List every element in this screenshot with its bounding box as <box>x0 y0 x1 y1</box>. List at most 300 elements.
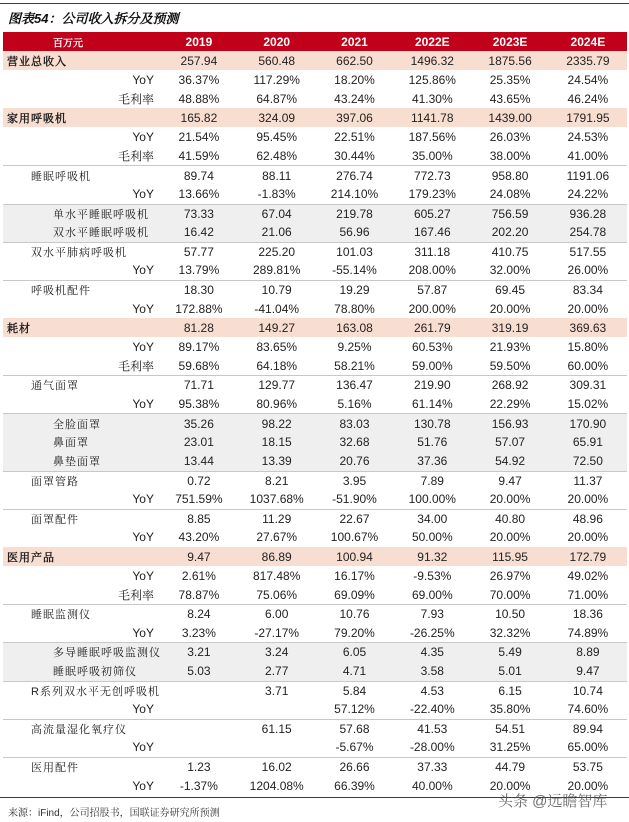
table-row <box>3 108 627 127</box>
revenue-table <box>3 32 627 795</box>
value-cell: 156.93 <box>491 416 529 431</box>
value-cell: 13.66% <box>178 187 220 202</box>
value-cell: 1204.08% <box>249 778 304 793</box>
row-label: 家用呼吸机 <box>7 112 67 125</box>
value-cell: 26.66 <box>339 759 370 774</box>
value-cell: 67.04 <box>261 206 292 221</box>
table-row <box>3 204 627 223</box>
value-cell: 179.23% <box>408 187 456 202</box>
value-cell: 163.08 <box>336 320 373 335</box>
value-cell: 3.23% <box>181 625 216 640</box>
table-row <box>3 70 627 89</box>
value-cell: 11.37 <box>573 473 603 488</box>
value-cell: 59.68% <box>178 358 220 373</box>
value-cell: 58.21% <box>334 358 375 373</box>
value-cell: 26.97% <box>489 568 531 583</box>
value-cell: 5.01 <box>498 664 522 679</box>
value-cell: 41.30% <box>411 91 453 106</box>
value-cell: 170.90 <box>569 416 607 431</box>
value-cell: -1.37% <box>179 778 218 793</box>
table-row <box>3 681 627 700</box>
value-cell: 172.88% <box>175 301 223 316</box>
value-cell: 71.00% <box>567 587 609 602</box>
value-cell: 324.09 <box>258 110 296 125</box>
value-cell: 24.53% <box>567 129 609 144</box>
value-cell: 3.21 <box>187 645 211 660</box>
row-label-cell <box>3 758 160 776</box>
table-row <box>3 356 627 375</box>
value-cell: 72.50 <box>572 454 603 469</box>
value-cell: -9.53% <box>413 568 452 583</box>
value-cell: 48.96 <box>572 511 603 526</box>
row-label-cell <box>3 720 160 738</box>
value-cell: 517.55 <box>569 244 607 259</box>
value-cell: 88.11 <box>262 168 292 183</box>
value-cell: 20.00% <box>489 778 531 793</box>
value-cell: 20.00% <box>567 778 609 793</box>
value-cell: 32.68 <box>339 435 370 450</box>
value-cell: 36.37% <box>178 72 220 87</box>
value-cell: 958.80 <box>491 168 529 183</box>
value-cell: 74.60% <box>567 702 609 717</box>
value-cell: -5.67% <box>335 740 374 755</box>
value-cell: 1037.68% <box>249 492 304 507</box>
row-label-cell <box>3 585 160 604</box>
value-cell: 2.61% <box>181 568 216 583</box>
value-cell: 41.59% <box>178 148 220 163</box>
value-cell: 10.79 <box>261 282 292 297</box>
value-cell: 15.02% <box>567 396 609 411</box>
header-year: 2021 <box>341 34 368 49</box>
value-cell: 397.06 <box>336 110 373 125</box>
row-label-cell <box>3 108 160 127</box>
value-cell: 20.00% <box>489 301 531 316</box>
value-cell: 21.93% <box>489 339 531 354</box>
value-cell: 8.24 <box>187 607 211 622</box>
value-cell: 20.00% <box>567 301 609 316</box>
value-cell: 71.71 <box>183 378 214 393</box>
value-cell: 6.15 <box>498 683 522 698</box>
table-row <box>3 623 627 642</box>
value-cell: 817.48% <box>253 568 301 583</box>
value-cell: -28.00% <box>409 740 455 755</box>
value-cell: 662.50 <box>336 53 373 68</box>
value-cell: 35.00% <box>411 148 453 163</box>
row-label-cell <box>3 185 160 204</box>
row-label-cell <box>3 433 160 452</box>
value-cell: 1875.56 <box>488 53 532 68</box>
value-cell: 18.30 <box>183 282 214 297</box>
value-cell: 3.58 <box>420 664 444 679</box>
value-cell: 16.02 <box>261 759 292 774</box>
row-label: 睡眠监测仪 <box>31 609 91 622</box>
table-row <box>3 662 627 681</box>
value-cell: 172.79 <box>569 549 607 564</box>
value-cell: 35.26 <box>183 416 214 431</box>
value-cell: 48.88% <box>178 91 220 106</box>
value-cell: 115.95 <box>492 549 528 564</box>
value-cell: 89.74 <box>183 168 214 183</box>
row-label-cell <box>3 166 160 184</box>
value-cell: 34.00 <box>417 511 448 526</box>
row-label-cell <box>3 776 160 795</box>
value-cell: 60.53% <box>411 339 453 354</box>
row-label-cell <box>3 127 160 146</box>
value-cell: 74.89% <box>567 625 609 640</box>
figure-title: 图表54：公司收入拆分及预测 <box>8 11 179 26</box>
value-cell: 311.18 <box>414 244 451 259</box>
value-cell: 13.39 <box>261 454 292 469</box>
row-label-cell <box>3 662 160 681</box>
value-cell: 16.17% <box>334 568 375 583</box>
row-label-cell <box>3 261 160 280</box>
value-cell: 57.07 <box>495 435 526 450</box>
value-cell: 64.87% <box>256 91 298 106</box>
value-cell: 9.25% <box>337 339 372 354</box>
value-cell: 16.42 <box>183 225 214 240</box>
value-cell: 18.36 <box>572 607 603 622</box>
table-row <box>3 719 627 738</box>
value-cell: 24.08% <box>489 187 531 202</box>
row-label-cell <box>3 146 160 165</box>
row-label-cell <box>3 566 160 585</box>
row-label: 呼吸机配件 <box>31 284 91 297</box>
value-cell: 3.24 <box>265 645 289 660</box>
value-cell: 130.78 <box>413 416 451 431</box>
row-label: 营业总收入 <box>7 55 67 68</box>
value-cell: 22.51% <box>334 129 375 144</box>
value-cell: 117.29% <box>253 72 300 87</box>
value-cell: -26.25% <box>409 625 455 640</box>
table-row <box>3 413 627 432</box>
row-label-cell <box>3 682 160 700</box>
value-cell: 289.81% <box>253 263 301 278</box>
value-cell: 79.20% <box>334 625 375 640</box>
table-row <box>3 528 627 547</box>
row-label: YoY <box>132 625 154 640</box>
table-body <box>3 51 627 795</box>
value-cell: 3.95 <box>342 473 367 488</box>
value-cell: 8.21 <box>265 473 289 488</box>
watermark: 头条 @远瞻智库 <box>498 793 608 810</box>
row-label: 面罩管路 <box>31 475 79 488</box>
table-row <box>3 51 627 70</box>
value-cell: -41.04% <box>254 301 300 316</box>
value-cell: 276.74 <box>336 168 373 183</box>
value-cell: 37.36 <box>417 454 448 469</box>
table-row <box>3 490 627 509</box>
value-cell: 51.76 <box>417 435 448 450</box>
row-label: YoY <box>132 72 154 87</box>
row-label-cell <box>3 414 160 432</box>
table-row <box>3 700 627 719</box>
value-cell: 219.90 <box>413 378 451 393</box>
value-cell: 560.48 <box>258 53 296 68</box>
value-cell: 59.50% <box>489 358 531 373</box>
table-row <box>3 318 627 337</box>
value-cell: 101.03 <box>336 244 373 259</box>
value-cell: 75.06% <box>256 587 298 602</box>
value-cell: 69.45 <box>495 282 526 297</box>
value-cell: 61.14% <box>411 396 453 411</box>
value-cell: 32.00% <box>489 263 531 278</box>
row-label: YoY <box>132 187 154 202</box>
value-cell: 37.33 <box>417 759 448 774</box>
row-label: 毛利率 <box>117 359 154 374</box>
table-row <box>3 471 627 490</box>
value-cell: 56.96 <box>339 225 370 240</box>
row-label: YoY <box>132 339 154 354</box>
value-cell: 41.00% <box>567 148 609 163</box>
value-cell: 24.22% <box>567 187 609 202</box>
row-label: YoY <box>132 568 154 583</box>
table-row <box>3 642 627 661</box>
value-cell: 257.94 <box>180 53 218 68</box>
value-cell: 86.89 <box>261 549 292 564</box>
row-label: 鼻垫面罩 <box>53 456 101 469</box>
value-cell: 9.47 <box>498 473 522 488</box>
value-cell: 200.00% <box>408 301 456 316</box>
value-cell: 38.00% <box>489 148 531 163</box>
value-cell: 24.54% <box>567 72 609 87</box>
value-cell: 2335.79 <box>566 53 610 68</box>
value-cell: 69.00% <box>411 587 453 602</box>
row-label-cell <box>3 700 160 719</box>
row-label: YoY <box>132 740 154 755</box>
value-cell: -22.40% <box>409 702 455 717</box>
value-cell: 1141.78 <box>411 110 454 125</box>
row-label: YoY <box>132 492 154 507</box>
value-cell: 20.76 <box>339 454 370 469</box>
value-cell: 6.00 <box>265 607 289 622</box>
value-cell: 19.29 <box>339 282 370 297</box>
value-cell: 13.79% <box>178 263 220 278</box>
value-cell: 57.77 <box>183 244 214 259</box>
table-row <box>3 509 627 528</box>
value-cell: 91.32 <box>417 549 448 564</box>
value-cell: 268.92 <box>491 378 529 393</box>
value-cell: -1.83% <box>257 187 296 202</box>
row-label: 耗材 <box>7 322 31 335</box>
row-label: 毛利率 <box>117 588 154 603</box>
row-label: 睡眠呼吸初筛仪 <box>53 666 137 679</box>
value-cell: -51.90% <box>332 492 377 507</box>
value-cell: 40.00% <box>411 778 453 793</box>
row-label-cell <box>3 452 160 471</box>
value-cell: 26.03% <box>489 129 531 144</box>
row-label-cell <box>3 337 160 356</box>
value-cell: 57.12% <box>334 702 375 717</box>
value-cell: 10.50 <box>495 607 526 622</box>
value-cell: 100.00% <box>408 492 456 507</box>
value-cell: 83.65% <box>256 339 298 354</box>
row-label: 睡眠呼吸机 <box>31 170 91 183</box>
value-cell: 254.78 <box>569 225 607 240</box>
value-cell: 60.00% <box>567 358 609 373</box>
row-label-cell <box>3 643 160 661</box>
value-cell: 214.10% <box>330 187 379 202</box>
value-cell: 65.91 <box>572 435 603 450</box>
header-year: 2024E <box>570 34 606 49</box>
row-label: 面罩配件 <box>31 513 79 526</box>
value-cell: 1.23 <box>187 759 211 774</box>
value-cell: 1191.06 <box>566 168 610 183</box>
value-cell: 4.71 <box>342 664 367 679</box>
value-cell: 20.00% <box>489 530 531 545</box>
value-cell: 309.31 <box>569 378 607 393</box>
value-cell: 62.48% <box>256 148 298 163</box>
value-cell: 43.24% <box>334 91 375 106</box>
table-row <box>3 242 627 261</box>
value-cell: 369.63 <box>569 320 607 335</box>
row-label-cell <box>3 605 160 623</box>
row-label-cell <box>3 299 160 318</box>
value-cell: 64.18% <box>256 358 298 373</box>
value-cell: 1791.95 <box>566 110 610 125</box>
table-row <box>3 261 627 280</box>
header-year: 2019 <box>185 34 213 49</box>
value-cell: -27.17% <box>254 625 300 640</box>
value-cell: 9.47 <box>187 549 211 564</box>
row-label-cell <box>3 281 160 299</box>
value-cell: 22.29% <box>489 396 531 411</box>
table-row <box>3 585 627 604</box>
row-label-cell <box>3 318 160 337</box>
row-label: R系列双水平无创呼吸机 <box>31 685 160 698</box>
value-cell: 9.47 <box>576 664 600 679</box>
value-cell: 25.35% <box>489 72 531 87</box>
header-unit-cell <box>3 32 160 51</box>
table-row <box>3 165 627 184</box>
value-cell: 319.19 <box>491 320 529 335</box>
value-cell: 41.53 <box>417 721 448 736</box>
value-cell: 78.80% <box>334 301 375 316</box>
row-label-cell <box>3 205 160 223</box>
value-cell: 605.27 <box>413 206 451 221</box>
value-cell: 2.77 <box>265 664 289 679</box>
row-label: 多导睡眠呼吸监测仪 <box>53 647 161 660</box>
value-cell: 27.67% <box>256 530 298 545</box>
value-cell: 57.68 <box>339 721 370 736</box>
row-label: YoY <box>132 129 154 144</box>
value-cell: 20.00% <box>567 530 609 545</box>
table-row <box>3 223 627 242</box>
row-label-cell <box>3 51 160 70</box>
table-row <box>3 375 627 394</box>
row-label-cell <box>3 490 160 509</box>
value-cell: 1439.00 <box>488 110 532 125</box>
value-cell: 187.56% <box>408 129 456 144</box>
value-cell: 7.93 <box>420 607 444 622</box>
value-cell: 208.00% <box>408 263 456 278</box>
value-cell: 31.25% <box>489 740 531 755</box>
value-cell: 95.45% <box>256 129 298 144</box>
row-label-cell <box>3 223 160 242</box>
row-label-cell <box>3 510 160 528</box>
value-cell: 6.05 <box>342 645 367 660</box>
row-label: 全脸面罩 <box>53 418 101 431</box>
value-cell: 10.76 <box>339 607 370 622</box>
table-row <box>3 394 627 413</box>
table-row <box>3 433 627 452</box>
value-cell: 202.20 <box>491 225 529 240</box>
value-cell: 5.49 <box>498 645 522 660</box>
value-cell: 50.00% <box>411 530 453 545</box>
header-year: 2020 <box>263 34 291 49</box>
value-cell: 8.89 <box>576 645 600 660</box>
value-cell: 7.89 <box>420 473 444 488</box>
value-cell: 21.54% <box>178 129 220 144</box>
table-row <box>3 337 627 356</box>
table-row <box>3 604 627 623</box>
row-label: YoY <box>132 396 154 411</box>
value-cell: 410.75 <box>491 244 529 259</box>
table-row <box>3 89 627 108</box>
value-cell: 59.00% <box>411 358 453 373</box>
value-cell: 100.94 <box>336 549 373 564</box>
row-label-cell <box>3 528 160 547</box>
row-label: 双水平睡眠呼吸机 <box>53 227 149 240</box>
value-cell: 89.17% <box>178 339 220 354</box>
value-cell: 18.15 <box>261 435 292 450</box>
value-cell: 772.73 <box>413 168 451 183</box>
table-row <box>3 280 627 299</box>
value-cell: 936.28 <box>569 206 607 221</box>
row-label: 医用产品 <box>7 551 55 564</box>
table-row <box>3 738 627 757</box>
row-label: 毛利率 <box>117 149 154 164</box>
value-cell: 20.00% <box>567 492 609 507</box>
value-cell: 125.86% <box>408 72 456 87</box>
value-cell: 73.33 <box>183 206 214 221</box>
table-row <box>3 146 627 165</box>
row-label: YoY <box>132 530 154 545</box>
value-cell: 66.39% <box>334 778 375 793</box>
value-cell: 11.29 <box>262 511 292 526</box>
row-label-cell <box>3 623 160 642</box>
row-label: 通气面罩 <box>31 380 79 393</box>
value-cell: 149.27 <box>258 320 296 335</box>
row-label-cell <box>3 547 160 566</box>
value-cell: 261.79 <box>413 320 451 335</box>
row-label: 双水平肺病呼吸机 <box>31 246 127 259</box>
value-cell: 98.22 <box>261 416 292 431</box>
value-cell: 30.44% <box>334 148 375 163</box>
value-cell: 83.34 <box>572 282 603 297</box>
value-cell: 69.09% <box>334 587 375 602</box>
value-cell: 61.15 <box>261 721 292 736</box>
value-cell: 43.20% <box>178 530 220 545</box>
table-row <box>3 452 627 471</box>
value-cell: 83.03 <box>339 416 370 431</box>
value-cell: 4.53 <box>420 683 444 698</box>
value-cell: 46.24% <box>567 91 609 106</box>
unit-label: 百万元 <box>53 38 83 49</box>
table-row <box>3 299 627 318</box>
value-cell: 44.79 <box>495 759 526 774</box>
top-rule <box>0 3 629 4</box>
table-row <box>3 757 627 776</box>
value-cell: 23.01 <box>183 435 214 450</box>
value-cell: 100.67% <box>330 530 379 545</box>
row-label-cell <box>3 394 160 413</box>
value-cell: 10.74 <box>572 683 603 698</box>
value-cell: 81.28 <box>183 320 214 335</box>
row-label-cell <box>3 356 160 375</box>
value-cell: 5.84 <box>342 683 367 698</box>
header-year: 2023E <box>492 34 528 49</box>
value-cell: 32.32% <box>489 625 531 640</box>
